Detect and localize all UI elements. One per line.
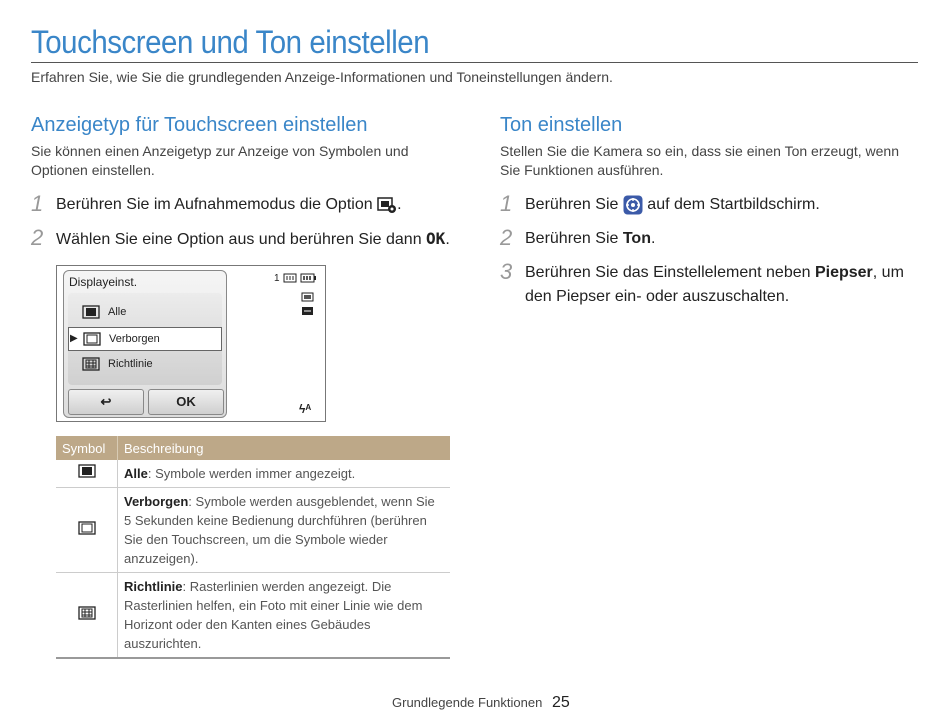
page-number: 25: [551, 694, 570, 711]
battery-icon: [300, 273, 316, 283]
shot-count: 1: [274, 273, 280, 284]
option-list: [68, 293, 222, 385]
dialog-title: Displayeinst.: [69, 275, 138, 289]
description: : Symbole werden immer angezeigt.: [147, 466, 356, 481]
table-row: [56, 460, 450, 488]
settings-app-icon: [623, 195, 643, 215]
ok-button[interactable]: OK: [148, 389, 224, 415]
camera-screen: [56, 265, 326, 422]
symbol-table: [56, 436, 450, 659]
table-row: [56, 573, 450, 659]
description: : Symbole werden ausgeblendet, wenn Sie 5 Sekunden keine Bedienung durchführen (berühren Sie den Touchscreen, um die Symbole wieder anzuzeigen).: [124, 494, 435, 566]
quality-icon: [301, 306, 314, 316]
step-number: 3: [500, 259, 513, 284]
step-1-sound: 1 Berühren Sie auf dem Startbildschirm.: [500, 191, 820, 216]
step-2-sound: 2 Berühren Sie Ton.: [500, 225, 656, 250]
step-number: 2: [31, 225, 44, 250]
display-hidden-icon: [83, 332, 101, 346]
flash-auto-icon: ϟᴬ: [299, 402, 312, 416]
section-heading-sound: Ton einstellen: [500, 114, 623, 136]
resolution-icon: [301, 292, 314, 302]
display-grid-icon: [78, 606, 96, 620]
step-number: 1: [500, 191, 513, 216]
page-footer: [392, 694, 570, 712]
term: Verborgen: [124, 494, 189, 509]
term: Alle: [124, 466, 148, 481]
ok-glyph: OK: [426, 229, 446, 248]
section-heading-display: Anzeigetyp für Touchscreen einstellen: [31, 114, 368, 136]
memory-icon: [283, 273, 297, 283]
display-all-icon: [82, 305, 100, 319]
step-number: 1: [31, 191, 44, 216]
step-text: Wählen Sie eine Option aus und berühren Sie dann: [56, 231, 422, 248]
option-guideline[interactable]: Richtlinie: [68, 353, 222, 377]
display-settings-dialog: [63, 270, 227, 418]
step-2-display: 2 Wählen Sie eine Option aus und berühren Sie dann OK.: [31, 225, 450, 250]
display-grid-icon: [82, 357, 100, 371]
step-3-sound: 3 Berühren Sie das Einstellelement neben Piepser, um den Piepser ein- oder auszuschalten.: [500, 259, 904, 305]
description: : Rasterlinien werden angezeigt. Die Rasterlinien helfen, ein Foto mit einer Linie wie dem Horizont oder den Kanten eines Gebäudes auszurichten.: [124, 579, 423, 651]
selection-arrow-icon: ▶: [70, 333, 78, 344]
section-intro-sound: Stellen Sie die Kamera so ein, dass sie einen Ton erzeugt, wenn Sie Funktionen ausführen.: [500, 143, 899, 178]
table-header-symbol: Symbol: [56, 436, 118, 460]
table-row: [56, 488, 450, 573]
title-divider: [31, 62, 918, 63]
table-header-description: Beschreibung: [118, 436, 451, 460]
page-title: Touchscreen und Ton einstellen: [31, 24, 430, 60]
display-settings-icon: [377, 196, 397, 214]
option-all[interactable]: Alle: [68, 301, 222, 325]
step-number: 2: [500, 225, 513, 250]
page-subtitle: Erfahren Sie, wie Sie die grundlegenden Anzeige-Informationen und Toneinstellungen ändern.: [31, 69, 613, 85]
display-all-icon: [78, 464, 96, 478]
step-text: Berühren Sie im Aufnahmemodus die Option: [56, 196, 373, 213]
footer-section: Grundlegende Funktionen: [392, 695, 543, 710]
step-1-display: 1 Berühren Sie im Aufnahmemodus die Option .: [31, 191, 402, 216]
back-button[interactable]: ↩: [68, 389, 144, 415]
display-hidden-icon: [78, 521, 96, 535]
section-intro-display: Sie können einen Anzeigetyp zur Anzeige von Symbolen und Optionen einstellen.: [31, 143, 409, 178]
option-hidden[interactable]: ▶ Verborgen: [68, 327, 222, 351]
term: Richtlinie: [124, 579, 183, 594]
